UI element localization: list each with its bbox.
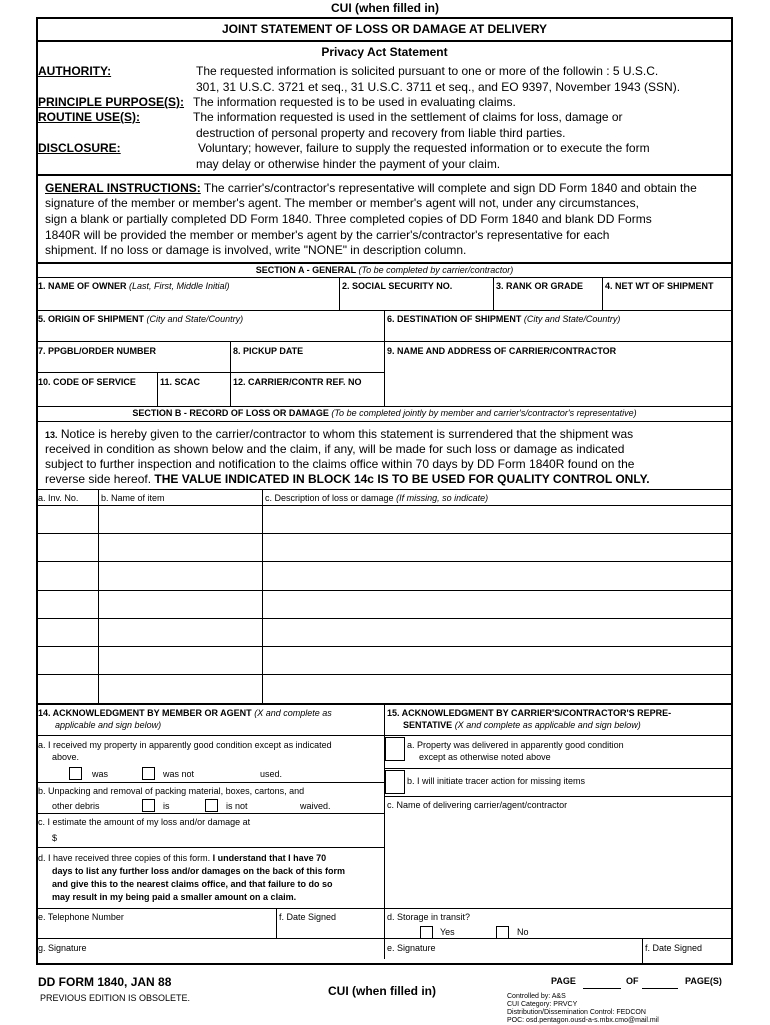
purpose-label: PRINCIPLE PURPOSE(S): [38,95,185,109]
ack-14d-text: d. I have received three copies of this form. I understand that I have 70 [38,853,327,863]
divider [384,735,733,736]
routine-text: The information requested is used in the settlement of claims for loss, damage or [193,110,623,124]
ack-14d-text-3: and give this to the nearest claims office, and that failure to do so [52,879,333,889]
notice-13-line-4: reverse side hereof. THE VALUE INDICATED IN BLOCK 14c IS TO BE USED FOR QUALITY CONTROL ONLY. [45,472,650,486]
divider [36,813,385,814]
disclosure-text-2: may delay or otherwise hinder the payment of your claim. [196,157,501,171]
divider [36,908,733,909]
divider [384,938,733,939]
field-carrier-ref[interactable]: 12. CARRIER/CONTR REF. NO [233,377,362,387]
carrier-date-signed-field[interactable]: f. Date Signed [645,943,703,953]
form-id: DD FORM 1840, JAN 88 [38,975,172,989]
ack-14d-text-4: may result in my being paid a smaller amount on a claim. [52,892,297,902]
instructions-label: GENERAL INSTRUCTIONS: [45,181,201,195]
ack-14a-text-2: above. [52,752,80,762]
divider [384,310,385,406]
instructions-line-2: signature of the member or member's agent. The member or member's agent will not, under any circumstances, [45,196,639,210]
divider [157,372,158,406]
block-15-title: 15. ACKNOWLEDGMENT BY CARRIER'S/CONTRACTOR'S REPRE- [387,708,672,718]
field-ppgbl[interactable]: 7. PPGBL/ORDER NUMBER [38,346,157,356]
field-carrier-name[interactable]: 9. NAME AND ADDRESS OF CARRIER/CONTRACTOR [387,346,617,356]
opt-waived-label: waived. [300,801,331,811]
instructions-text: The carrier's/contractor's representative will complete and sign DD Form 1840 and obtain the [203,181,697,195]
cui-category: CUI Category: PRVCY [507,1001,578,1008]
cui-bottom-label: CUI (when filled in) [328,984,436,998]
storage-in-transit-label: d. Storage in transit? [387,912,471,922]
member-date-signed-field[interactable]: f. Date Signed [279,912,337,922]
notice-13-line-3: subject to further inspection and notification to the claims office within 70 days by DD Form 1840R found on the [45,457,635,471]
table-row[interactable] [36,590,733,618]
field-origin[interactable]: 5. ORIGIN OF SHIPMENT (City and State/Country) [38,314,244,324]
authority-label: AUTHORITY: [38,64,112,78]
block-15-title-2: SENTATIVE (X and complete as applicable and sign below) [403,720,641,730]
form-title: JOINT STATEMENT OF LOSS OR DAMAGE AT DELIVERY [221,22,548,36]
checkbox-is-not[interactable] [205,799,218,812]
opt-is-label: is [163,801,170,811]
instructions-line-1 [45,181,697,195]
telephone-field[interactable]: e. Telephone Number [38,912,124,922]
checkbox-is[interactable] [142,799,155,812]
opt-used-label: used. [260,769,283,779]
checkbox-was[interactable] [69,767,82,780]
storage-no-label: No [517,927,529,937]
opt-is-not-label: is not [226,801,248,811]
block-14-title: 14. ACKNOWLEDGMENT BY MEMBER OR AGENT (X and complete as [38,708,332,718]
field-pickup-date[interactable]: 8. PICKUP DATE [233,346,304,356]
checkbox-delivered-good[interactable] [385,737,405,761]
divider [36,938,385,939]
divider [36,735,385,736]
divider [339,277,340,310]
routine-text-2: destruction of personal property and recovery from liable third parties. [196,126,566,140]
opt-was-label: was [92,769,109,779]
disclosure-text: Voluntary; however, failure to supply the requested information or to execute the form [198,141,650,155]
field-code-of-service[interactable]: 10. CODE OF SERVICE [38,377,136,387]
divider [602,277,603,310]
authority-text: The requested information is solicited pursuant to one or more of the followin : 5 U.S.C. [196,64,659,78]
divider [36,782,385,783]
col-item-name: b. Name of item [101,493,165,503]
divider [36,372,385,373]
col-description: c. Description of loss or damage (If missing, so indicate) [265,493,489,503]
disclosure-label: DISCLOSURE: [38,141,121,155]
divider [36,847,385,848]
table-row[interactable] [36,618,733,646]
carrier-15a-text-2: except as otherwise noted above [419,752,551,762]
loss-amount-input[interactable]: $ [52,833,58,843]
obsolete-note: PREVIOUS EDITION IS OBSOLETE. [40,993,191,1003]
divider [36,40,733,42]
section-a-title: SECTION A - GENERAL (To be completed by carrier/contractor) [255,265,514,275]
divider [493,277,494,310]
field-owner-name[interactable]: 1. NAME OF OWNER (Last, First, Middle Initial) [38,281,230,291]
divider [384,796,733,797]
divider [36,262,733,264]
col-inv-no: a. Inv. No. [38,493,79,503]
table-row[interactable] [36,561,733,590]
divider [36,489,733,490]
checkbox-was-not[interactable] [142,767,155,780]
divider [230,341,231,406]
opt-was-not-label: was not [163,769,195,779]
field-net-weight[interactable]: 4. NET WT OF SHIPMENT [605,281,714,291]
divider [384,768,733,769]
notice-13-line-1: 13. Notice is hereby given to the carrier/contractor to whom this statement is surrendered that the shipment was [45,427,634,441]
field-rank[interactable]: 3. RANK OR GRADE [496,281,584,291]
divider [276,908,277,938]
pages-label: PAGE(S) [685,976,722,986]
divider [36,174,733,176]
field-destination[interactable]: 6. DESTINATION OF SHIPMENT (City and State/Country) [387,314,621,324]
ack-14b-text-2: other debris [52,801,100,811]
instructions-line-5: shipment. If no loss or damage is involved, write "NONE" in description column. [45,243,467,257]
page-label: PAGE [551,976,576,986]
poc: POC: osd.pentagon.ousd-a-s.mbx.cmo@mail.mil [507,1017,659,1024]
page-number-line [583,988,621,989]
of-label: OF [626,976,639,986]
privacy-heading: Privacy Act Statement [321,45,448,59]
cui-controlled-block [507,993,659,1025]
field-scac[interactable]: 11. SCAC [160,377,201,387]
routine-label: ROUTINE USE(S): [38,110,140,124]
divider [642,938,643,964]
instructions-line-3: sign a blank or partially completed DD Form 1840. Three completed copies of DD Form 1840 and blank DD Forms [45,212,652,226]
divider [36,277,733,278]
storage-yes-label: Yes [440,927,455,937]
ack-14a-text: a. I received my property in apparently good condition except as indicated [38,740,332,750]
table-row[interactable] [36,505,733,533]
section-b-title: SECTION B - RECORD OF LOSS OR DAMAGE (To be completed jointly by member and carrier's/contractor's representative) [132,408,637,418]
block-14-note: applicable and sign below) [55,720,162,730]
divider [36,341,733,342]
ack-14d-text-2: days to list any further loss and/or damages on the back of this form [52,866,346,876]
instructions-line-4: 1840R will be provided the member or member's agent by the carrier's/contractor's representative for each [45,228,610,242]
table-row[interactable] [36,533,733,561]
controlled-by: Controlled by: A&S [507,993,566,1000]
divider [36,421,733,422]
carrier-15a-text: a. Property was delivered in apparently good condition [407,740,624,750]
ack-14c-text: c. I estimate the amount of my loss and/or damage at [38,817,251,827]
table-row[interactable] [36,674,733,703]
notice-13-line-2: received in condition as shown below and the claim, if any, will be made for such loss or damage as indicated [45,442,625,456]
authority-text-2: 301, 31 U.S.C. 3721 et seq., 31 U.S.C. 3711 et seq., and EO 9397, November 1943 (SSN). [196,80,681,94]
checkbox-tracer-action[interactable] [385,770,405,794]
distribution-control: Distribution/Dissemination Control: FEDCON [507,1009,646,1016]
purpose-text: The information requested is to be used in evaluating claims. [193,95,516,109]
table-row[interactable] [36,646,733,674]
ack-14b-text: b. Unpacking and removal of packing material, boxes, cartons, and [38,786,305,796]
delivering-carrier-field[interactable]: c. Name of delivering carrier/agent/contractor [387,800,568,810]
field-ssn[interactable]: 2. SOCIAL SECURITY NO. [342,281,453,291]
page-total-line [642,988,678,989]
cui-top-label: CUI (when filled in) [331,1,439,15]
carrier-signature-field[interactable]: e. Signature [387,943,436,953]
divider [36,406,733,407]
member-signature-field[interactable]: g. Signature [38,943,87,953]
carrier-15b-text: b. I will initiate tracer action for missing items [407,776,586,786]
